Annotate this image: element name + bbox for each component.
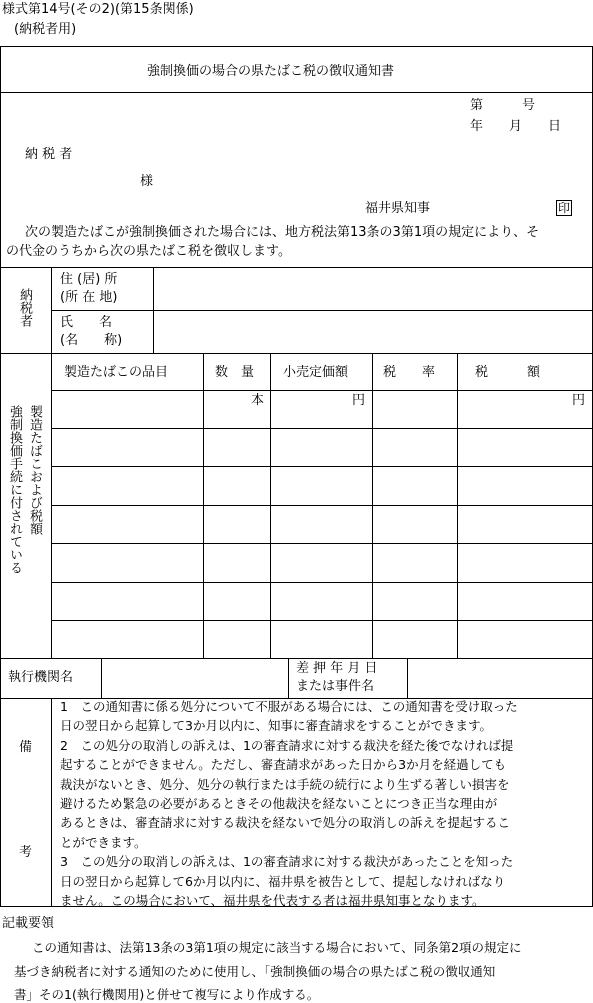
address-label-2: (所 在 地) xyxy=(60,290,118,305)
column-header-item: 製造たばこの品目 xyxy=(64,365,169,380)
remarks-line: あるときは、審査請求に対する裁決を経ないで処分の取消しの訴えを提起するこ xyxy=(60,815,511,831)
remarks-label-2: 考 xyxy=(19,845,33,860)
name-value[interactable] xyxy=(160,324,580,340)
goods-section-label-2: 強制換価手続に付されている xyxy=(7,405,22,574)
goods-section-label-1: 製造たばこおよび税額 xyxy=(27,405,42,535)
address-label-1: 住 (居) 所 xyxy=(60,272,118,287)
usage-label: (納税者用) xyxy=(14,22,77,37)
unit-tax-amount: 円 xyxy=(572,393,586,408)
seizure-value[interactable] xyxy=(414,671,584,687)
instructions-line-2: 基づき納税者に対する通知のために使用し、「強制換価の場合の県たばこ税の徴収通知 xyxy=(14,964,496,979)
name-label-2: (名 称) xyxy=(60,333,123,348)
seal-mark: 印 xyxy=(557,201,570,215)
column-header-tax-amount: 税 額 xyxy=(475,365,541,380)
name-label-1: 氏 名 xyxy=(60,315,113,330)
agency-value[interactable] xyxy=(108,671,278,687)
unit-retail-price: 円 xyxy=(352,393,366,408)
remarks-line: 起することができません。ただし、審査請求があった日から3か月を経過しても xyxy=(60,757,507,773)
remarks-line: 裁決がないとき、処分、処分の執行または手続の続行により生ずる著しい損害を xyxy=(60,776,510,792)
unit-quantity: 本 xyxy=(251,393,265,408)
remarks-line: 日の翌日から起算して3か月以内に、知事に審査請求をすることができます。 xyxy=(60,718,492,734)
remarks-label-1: 備 xyxy=(19,740,33,755)
seizure-label-1: 差 押 年 月 日 xyxy=(296,661,378,676)
instructions-heading: 記載要領 xyxy=(2,916,55,931)
column-header-quantity: 数 量 xyxy=(215,365,255,380)
form-number: 様式第14号(その2)(第15条関係) xyxy=(2,2,194,17)
remarks-line: 日の翌日から起算して6か月以内に、福井県を被告として、提起しなければなり xyxy=(60,873,506,889)
remarks-line: 1 この通知書に係る処分について不服がある場合には、この通知書を受け取った xyxy=(60,699,518,714)
honorific: 様 xyxy=(140,174,154,189)
instructions-line-1: この通知書は、法第13条の3第1項の規定に該当する場合において、同条第2項の規定に xyxy=(32,940,522,955)
instructions-line-3: 書」その1(執行機関用)と併せて複写により作成する。 xyxy=(14,987,320,1002)
remarks-line: 3 この処分の取消しの訴えは、1の審査請求に対する裁決があったことを知った xyxy=(60,854,514,870)
form-title: 強制換価の場合の県たばこ税の徴収通知書 xyxy=(147,64,395,79)
notice-body-line-2: の代金のうちから次の県たばこ税を徴収します。 xyxy=(6,244,291,259)
taxpayer-section-label: 納税者 xyxy=(17,288,32,327)
issuer-name: 福井県知事 xyxy=(365,201,431,216)
column-header-retail-price: 小売定価額 xyxy=(283,365,349,380)
column-header-tax-rate: 税 率 xyxy=(383,365,436,380)
address-value[interactable] xyxy=(160,281,580,297)
agency-label: 執行機関名 xyxy=(8,670,74,685)
remarks-line: ません。この場合において、福井県を代表する者は福井県知事となります。 xyxy=(60,893,485,909)
notice-number: 第 号 xyxy=(470,98,536,113)
taxpayer-label: 納 税 者 xyxy=(25,147,73,162)
remarks-text xyxy=(60,697,590,910)
notice-body-line-1: 次の製造たばこが強制換価された場合には、地方税法第13条の3第1項の規定により、そ xyxy=(25,225,540,240)
seizure-label-2: または事件名 xyxy=(296,679,375,694)
notice-date: 年 月 日 xyxy=(470,119,562,134)
remarks-line: 2 この処分の取消しの訴えは、1の審査請求に対する裁決を経た後でなければ提 xyxy=(60,737,514,753)
remarks-line: 避けるため緊急の必要があるときその他裁決を経ないことにつき正当な理由が xyxy=(60,796,498,812)
remarks-line: とができます。 xyxy=(60,834,147,850)
